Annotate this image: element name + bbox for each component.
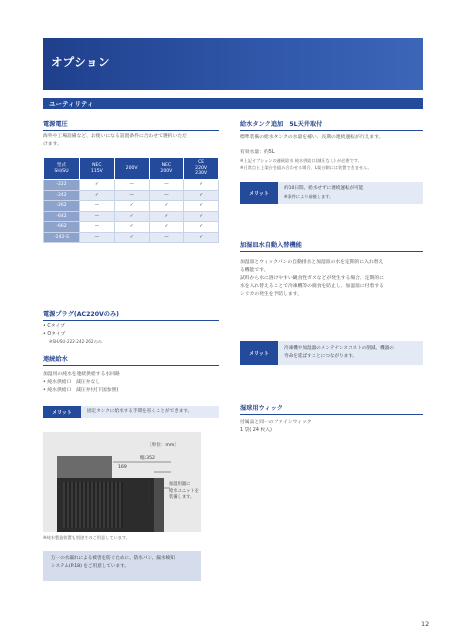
table-cell: ✓ <box>149 222 184 233</box>
table-cell: ✓ <box>184 180 219 191</box>
voltage-text-line2: けます。 <box>43 142 62 147</box>
leak-note-line2: システム(P.18) をご用意しています。 <box>51 564 129 569</box>
tank-heading: 給水タンク追加 5L天井取付 <box>240 119 423 131</box>
wick-text <box>240 419 425 435</box>
table-cell: — <box>80 222 115 233</box>
voltage-table <box>43 157 219 243</box>
dim-169: 169 <box>118 465 127 470</box>
table-cell: ✓ <box>114 211 149 222</box>
voltage-text <box>43 133 223 149</box>
plug-note: ※SH/SU-222·242·262のみ <box>49 339 102 344</box>
merit-text <box>278 341 423 365</box>
table-row <box>44 201 219 212</box>
voltage-text-line1: 海外や工場設備など、お使いになる設置条件に合わせて選択いただ <box>43 134 187 139</box>
continuous-text <box>43 371 219 395</box>
continuous-line2: • 純水供給口 減圧弁なし <box>43 380 101 385</box>
table-header: NEC 200V <box>149 158 184 180</box>
auto-wash-line2: る機能です。 <box>240 268 269 273</box>
voltage-heading: 電源電圧 <box>43 119 219 131</box>
table-row <box>44 190 219 201</box>
utility-bar <box>43 98 423 109</box>
table-header: 型式 SH/SU <box>44 158 80 180</box>
table-cell: ✓ <box>184 190 219 201</box>
tank-merit-line2: ※条件により前後します。 <box>284 193 334 199</box>
table-row <box>44 211 219 222</box>
plug-heading: 電源プラグ(AC220Vのみ) <box>43 309 219 321</box>
table-row <box>44 222 219 233</box>
tank-note1: ※上記オプションの連続給水 純水供給口(減圧なし) が必要です。 <box>240 158 362 163</box>
merit-text <box>278 182 423 204</box>
page-number: 12 <box>421 620 430 628</box>
page-title: オプション <box>51 55 110 69</box>
table-cell: ✓ <box>80 190 115 201</box>
auto-wash-merit-line2: 寿命を延ばすことにつながります。 <box>284 353 358 359</box>
auto-wash-heading: 加湿皿水自動入替機能 <box>240 240 423 252</box>
table-cell: — <box>149 232 184 243</box>
table-cell: ✓ <box>184 211 219 222</box>
table-cell: -642 <box>44 211 80 222</box>
table-cell: ✓ <box>114 232 149 243</box>
table-cell: — <box>149 180 184 191</box>
plug-list <box>43 323 219 346</box>
table-header-row <box>44 158 219 180</box>
callout-line1: 加湿用器に <box>169 482 191 487</box>
merit-label: メリット <box>240 182 278 204</box>
wick-heading: 湿球用ウィック <box>240 403 423 415</box>
table-cell: — <box>114 180 149 191</box>
table-cell: -222 <box>44 180 80 191</box>
table-row <box>44 180 219 191</box>
table-cell: ✓ <box>184 201 219 212</box>
callout-text <box>169 482 199 502</box>
continuous-merit <box>43 406 219 418</box>
tank-notes <box>240 157 425 171</box>
table-cell: ✓ <box>114 201 149 212</box>
table-cell: — <box>149 190 184 201</box>
unit-label: 〔単位：mm〕 <box>147 443 179 448</box>
merit-text: 固定タンクに給水する手間を省くことができます。 <box>81 406 219 418</box>
table-cell: — <box>80 211 115 222</box>
table-cell: ✓ <box>149 211 184 222</box>
auto-wash-merit-line1: 冷凍機や加湿器のメンテナンスコストの削減、機器の <box>284 346 394 351</box>
callout-line3: 装備します。 <box>169 495 195 500</box>
tank-text: 標準装備の給水タンクの水量を補い、長期の連続運転が行えます。 <box>240 135 384 140</box>
table-cell: ✓ <box>114 222 149 233</box>
table-cell: -262 <box>44 201 80 212</box>
table-cell: ✓ <box>184 232 219 243</box>
table-cell: -242 <box>44 190 80 201</box>
auto-wash-line3: 試料から水に溶けやすい観食性ガスなどが発生する場合、定期的に <box>240 276 384 281</box>
table-header: 200V <box>114 158 149 180</box>
auto-wash-line1: 加湿皿とウィックパンの自動排水と加湿皿の水を定期的に入れ替え <box>240 260 384 265</box>
table-cell: ✓ <box>149 201 184 212</box>
table-cell: — <box>114 190 149 201</box>
merit-label: メリット <box>43 406 81 418</box>
tank-note2: ※日常点と上架台を組み合わせる場合、L架台側には装置できません。 <box>240 165 372 170</box>
merit-label: メリット <box>240 341 278 365</box>
auto-wash-line5: シリカの発生を予防します。 <box>240 292 302 297</box>
callout-line2: 給水ユニットを <box>169 488 199 494</box>
continuous-heading: 連続給水 <box>43 354 219 366</box>
table-cell: — <box>80 201 115 212</box>
width-label: 幅:352 <box>140 456 155 461</box>
diagram-caption: ※純水製造装置も別途そのご用意しています。 <box>43 535 130 540</box>
tank-merit-line1: 約10日間、給水せずに連続運転が可能 <box>284 186 364 191</box>
continuous-line1: 加湿用の純水を連続供給する水回路 <box>43 372 120 377</box>
continuous-line3: • 純水供給口 減圧弁付(下図参照) <box>43 388 119 393</box>
table-cell: -662 <box>44 222 80 233</box>
tank-merit <box>240 182 423 204</box>
table-row <box>44 232 219 243</box>
table-cell: — <box>80 232 115 243</box>
title-banner <box>43 38 423 90</box>
tank-capacity: 有効水量：約5L <box>240 150 275 155</box>
water-supply-diagram <box>43 432 201 532</box>
plug-item-o: • Oタイプ <box>43 331 66 337</box>
auto-wash-merit <box>240 341 423 365</box>
table-header: CE 220V 230V <box>184 158 219 180</box>
wick-line1: 付属品と同一のファインウィック <box>240 420 312 425</box>
table-cell: -242-S <box>44 232 80 243</box>
table-header: NEC 115V <box>80 158 115 180</box>
leak-note <box>43 551 201 581</box>
auto-wash-text <box>240 259 425 299</box>
wick-line2: 1 袋( 24 枚入) <box>240 428 272 433</box>
table-cell: ✓ <box>184 222 219 233</box>
dim-227: 227 <box>135 486 141 495</box>
utility-title: ユーティリティ <box>49 100 94 108</box>
leak-note-line1: 万一の水漏れによる被害を防ぐために、防水パン、漏水検知 <box>51 556 175 561</box>
plug-item-c: • Cタイプ <box>43 324 65 329</box>
table-cell: ✓ <box>80 180 115 191</box>
auto-wash-line4: 水を入れ替えることで冷凍機等の腐食を防止し、加湿皿に付着する <box>240 284 384 289</box>
